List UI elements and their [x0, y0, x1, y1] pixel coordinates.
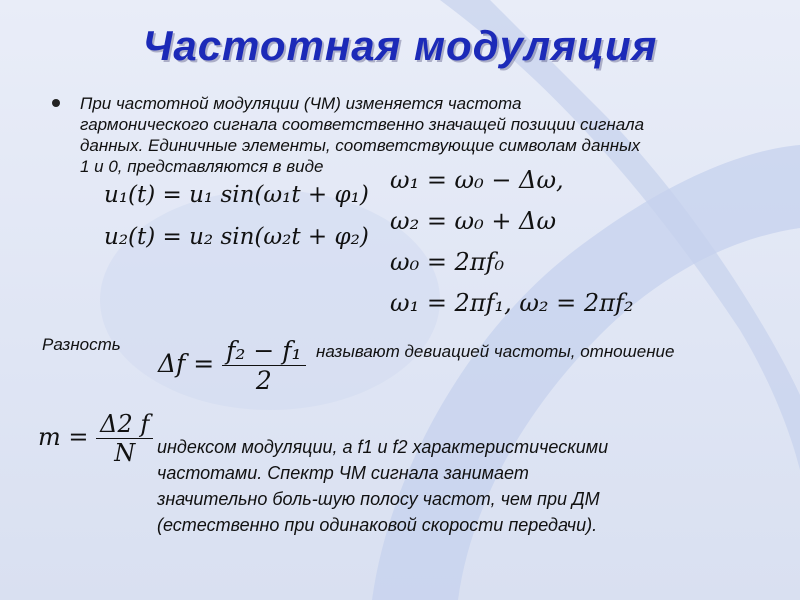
omega-formula-4: ω₁ = 2πf₁, ω₂ = 2πf₂: [390, 289, 634, 317]
deviation-numerator: f₂ − f₁: [222, 336, 305, 366]
intro-paragraph: [80, 93, 780, 177]
slide-title: Частотная модуляция: [142, 22, 658, 69]
intro-line: данных. Единичные элементы, соответствующие символам данных: [80, 136, 641, 155]
deviation-text: называют девиацией частоты, отношение: [316, 342, 675, 361]
deviation-denominator: 2: [255, 366, 272, 395]
index-formula: [38, 410, 153, 467]
deviation-lhs: Δf =: [158, 349, 215, 378]
signal-formula-1: u₁(t) = u₁ sin(ω₁t + φ₁): [104, 182, 369, 208]
deviation-fraction: [222, 336, 305, 395]
intro-line: гармонического сигнала соответственно значащей позиции сигнала: [80, 115, 645, 134]
conclusion-paragraph: [157, 434, 787, 538]
omega-formula-1: ω₁ = ω₀ − Δω,: [390, 166, 564, 194]
difference-label: Разность: [42, 335, 121, 354]
intro-line: При частотной модуляции (ЧМ) изменяется частота: [80, 94, 522, 113]
intro-line: 1 и 0, представляются в виде: [80, 157, 324, 176]
index-numerator: Δ2 f: [96, 410, 153, 439]
omega-formula-3: ω₀ = 2πf₀: [390, 248, 505, 276]
bullet-icon: [52, 99, 60, 107]
deviation-formula: [158, 336, 306, 395]
conclusion-line: индексом модуляции, а f1 и f2 характеристическими: [157, 437, 609, 457]
conclusion-line: значительно боль-шую полосу частот, чем при ДМ: [157, 489, 600, 509]
omega-formula-2: ω₂ = ω₀ + Δω: [390, 207, 557, 235]
index-fraction: [96, 410, 153, 467]
signal-formula-2: u₂(t) = u₂ sin(ω₂t + φ₂): [104, 224, 369, 250]
conclusion-line: (естественно при одинаковой скорости передачи).: [157, 515, 598, 535]
index-lhs: m =: [38, 423, 89, 451]
index-denominator: N: [114, 439, 136, 467]
conclusion-line: частотами. Спектр ЧМ сигнала занимает: [157, 463, 529, 483]
